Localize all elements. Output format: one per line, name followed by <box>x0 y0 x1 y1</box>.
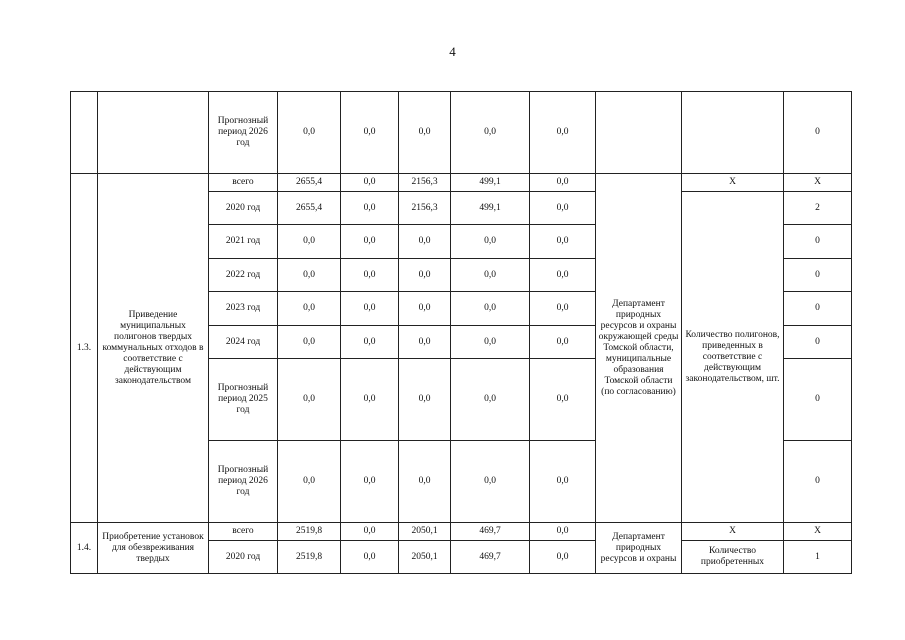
value-cell: 0,0 <box>278 292 341 326</box>
value-cell: 0,0 <box>530 259 596 292</box>
value-cell: 0,0 <box>341 259 399 292</box>
item-number: 1.3. <box>71 174 98 523</box>
table-row <box>71 523 852 541</box>
indicator-value-cell: 1 <box>784 541 852 574</box>
period-cell: всего <box>209 174 278 192</box>
value-cell: 0,0 <box>341 326 399 359</box>
page-number: 4 <box>449 44 456 59</box>
value-cell: 0,0 <box>399 326 451 359</box>
period-cell: всего <box>209 523 278 541</box>
table-row <box>71 92 852 174</box>
value-cell: 2156,3 <box>399 174 451 192</box>
value-cell: 2519,8 <box>278 541 341 574</box>
program-table <box>70 91 852 574</box>
period-cell: 2020 год <box>209 541 278 574</box>
value-cell: 0,0 <box>399 292 451 326</box>
period-cell: 2022 год <box>209 259 278 292</box>
value-cell: 0,0 <box>341 92 399 174</box>
period-cell: 2020 год <box>209 192 278 225</box>
indicator-x-cell: Х <box>682 523 784 541</box>
period-cell: Прогнозный период 2025 год <box>209 359 278 441</box>
value-cell: 0,0 <box>399 259 451 292</box>
value-cell: 0,0 <box>451 359 530 441</box>
value-cell: 0,0 <box>399 359 451 441</box>
value-cell: 0,0 <box>341 192 399 225</box>
indicator-value-cell: 0 <box>784 326 852 359</box>
executor-cell: Департамент природных ресурсов и охраны <box>596 523 682 574</box>
value-cell: 2655,4 <box>278 174 341 192</box>
value-cell: 0,0 <box>399 92 451 174</box>
value-cell: 2655,4 <box>278 192 341 225</box>
value-cell: 0,0 <box>451 326 530 359</box>
value-cell: 0,0 <box>341 441 399 523</box>
value-cell: 0,0 <box>399 441 451 523</box>
indicator-cell: Количество приобретенных <box>682 541 784 574</box>
value-cell: 469,7 <box>451 523 530 541</box>
value-cell: 0,0 <box>530 192 596 225</box>
value-cell: 0,0 <box>530 225 596 259</box>
value-cell: 0,0 <box>341 359 399 441</box>
indicator-x-cell: Х <box>682 174 784 192</box>
value-cell: 0,0 <box>451 292 530 326</box>
period-cell: Прогнозный период 2026 год <box>209 441 278 523</box>
value-cell: 499,1 <box>451 174 530 192</box>
indicator-value-cell: 0 <box>784 92 852 174</box>
value-cell: 0,0 <box>530 292 596 326</box>
indicator-value-cell: 0 <box>784 359 852 441</box>
value-cell: 2156,3 <box>399 192 451 225</box>
value-cell: 0,0 <box>530 326 596 359</box>
value-cell: 0,0 <box>530 541 596 574</box>
value-cell: 469,7 <box>451 541 530 574</box>
value-cell: 0,0 <box>451 225 530 259</box>
empty-cell <box>71 92 98 174</box>
indicator-value-cell: 0 <box>784 292 852 326</box>
value-cell: 0,0 <box>278 441 341 523</box>
value-cell: 0,0 <box>341 541 399 574</box>
indicator-value-cell: 0 <box>784 225 852 259</box>
value-cell: 0,0 <box>399 225 451 259</box>
item-name: Приобретение установок для обезвреживания твердых <box>98 523 209 574</box>
empty-cell <box>98 92 209 174</box>
value-cell: 0,0 <box>530 92 596 174</box>
value-cell: 0,0 <box>341 523 399 541</box>
value-cell: 0,0 <box>278 326 341 359</box>
value-cell: 2519,8 <box>278 523 341 541</box>
period-cell: Прогнозный период 2026 год <box>209 92 278 174</box>
indicator-cell: Количество полигонов, приведенных в соответствие с действующим законодательством, шт. <box>682 192 784 523</box>
indicator-value-cell: 2 <box>784 192 852 225</box>
item-number: 1.4. <box>71 523 98 574</box>
value-cell: 0,0 <box>341 225 399 259</box>
period-cell: 2021 год <box>209 225 278 259</box>
item-name: Приведение муниципальных полигонов твердых коммунальных отходов в соответствие с действующим законодательством <box>98 174 209 523</box>
indicator-value-cell: Х <box>784 523 852 541</box>
value-cell: 0,0 <box>278 92 341 174</box>
value-cell: 0,0 <box>530 359 596 441</box>
value-cell: 2050,1 <box>399 541 451 574</box>
value-cell: 0,0 <box>530 174 596 192</box>
value-cell: 0,0 <box>278 259 341 292</box>
indicator-value-cell: 0 <box>784 441 852 523</box>
empty-cell <box>596 92 682 174</box>
executor-cell: Департамент природных ресурсов и охраны окружающей среды Томской области, муниципальные образования Томской области (по согласованию) <box>596 174 682 523</box>
value-cell: 0,0 <box>451 441 530 523</box>
value-cell: 0,0 <box>530 523 596 541</box>
empty-cell <box>682 92 784 174</box>
indicator-value-cell: 0 <box>784 259 852 292</box>
value-cell: 0,0 <box>451 259 530 292</box>
value-cell: 0,0 <box>341 292 399 326</box>
value-cell: 0,0 <box>278 225 341 259</box>
period-cell: 2023 год <box>209 292 278 326</box>
period-cell: 2024 год <box>209 326 278 359</box>
value-cell: 0,0 <box>278 359 341 441</box>
value-cell: 2050,1 <box>399 523 451 541</box>
value-cell: 0,0 <box>451 92 530 174</box>
value-cell: 0,0 <box>341 174 399 192</box>
value-cell: 0,0 <box>530 441 596 523</box>
indicator-value-cell: Х <box>784 174 852 192</box>
table-row <box>71 174 852 192</box>
value-cell: 499,1 <box>451 192 530 225</box>
